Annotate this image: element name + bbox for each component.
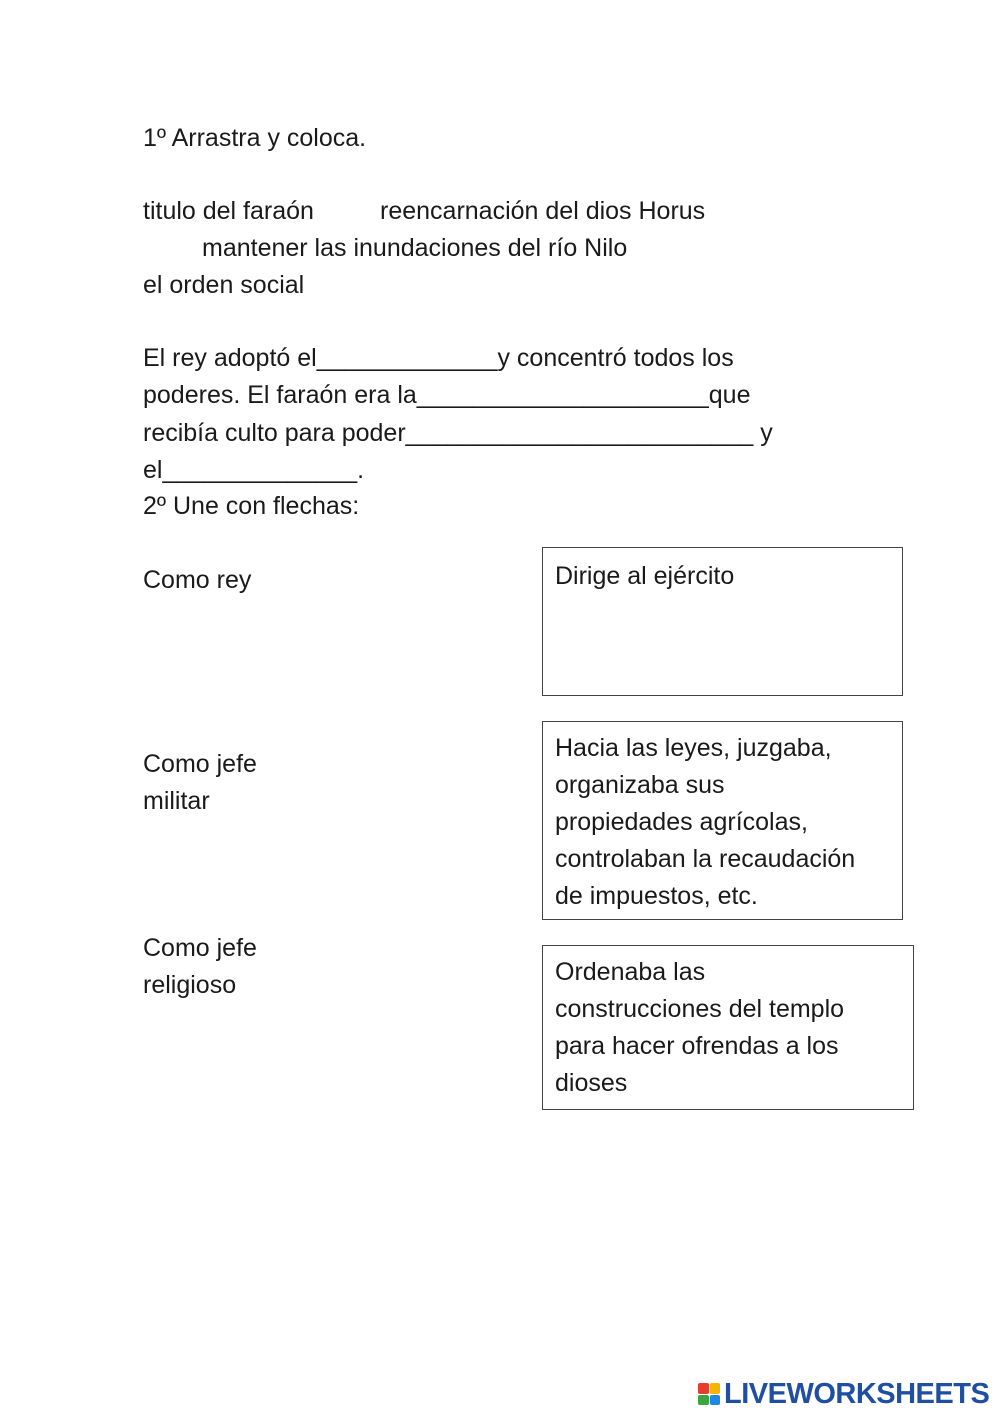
section2-title: 2º Une con flechas: <box>143 492 360 520</box>
match-box-ejercito-text: Dirige al ejército <box>555 562 735 590</box>
match-left-militar-line2: militar <box>143 787 210 815</box>
match-box-templo[interactable] <box>542 945 914 1110</box>
match-box-leyes-line3: propiedades agrícolas, <box>555 808 808 836</box>
paragraph-line-4: el______________. <box>143 456 365 484</box>
liveworksheets-brand-text: LIVEWORKSHEETS <box>724 1378 990 1410</box>
paragraph-line-1: El rey adoptó el_____________y concentró todos los <box>143 344 734 372</box>
match-box-templo-line4: dioses <box>555 1069 628 1097</box>
match-left-religioso-line2: religioso <box>143 971 237 999</box>
liveworksheets-logo-icon <box>698 1383 720 1405</box>
paragraph-line-3: recibía culto para poder_________________________ y <box>143 419 773 447</box>
match-left-religioso[interactable] <box>143 930 257 1004</box>
match-box-templo-line1: Ordenaba las <box>555 958 706 986</box>
word-bank-item-orden[interactable]: el orden social <box>143 271 305 299</box>
word-bank-item-nilo[interactable]: mantener las inundaciones del río Nilo <box>202 234 628 262</box>
word-bank-item-horus[interactable]: reencarnación del dios Horus <box>380 197 706 225</box>
match-box-leyes-line4: controlaban la recaudación <box>555 845 856 873</box>
match-left-religioso-line1: Como jefe <box>143 934 257 962</box>
match-box-ejercito[interactable] <box>542 547 903 696</box>
liveworksheets-logo <box>698 1378 989 1410</box>
match-box-leyes-line5: de impuestos, etc. <box>555 882 758 910</box>
match-box-templo-line2: construcciones del templo <box>555 995 845 1023</box>
match-left-rey[interactable]: Como rey <box>143 566 252 594</box>
section1-title: 1º Arrastra y coloca. <box>143 124 367 152</box>
match-box-leyes-line2: organizaba sus <box>555 771 725 799</box>
word-bank-item-titulo[interactable]: titulo del faraón <box>143 197 314 225</box>
match-left-militar[interactable] <box>143 746 257 820</box>
paragraph-line-2: poderes. El faraón era la_____________________que <box>143 381 751 409</box>
match-left-militar-line1: Como jefe <box>143 750 257 778</box>
match-box-templo-line3: para hacer ofrendas a los <box>555 1032 839 1060</box>
match-box-leyes[interactable] <box>542 721 903 920</box>
match-box-leyes-line1: Hacia las leyes, juzgaba, <box>555 734 832 762</box>
